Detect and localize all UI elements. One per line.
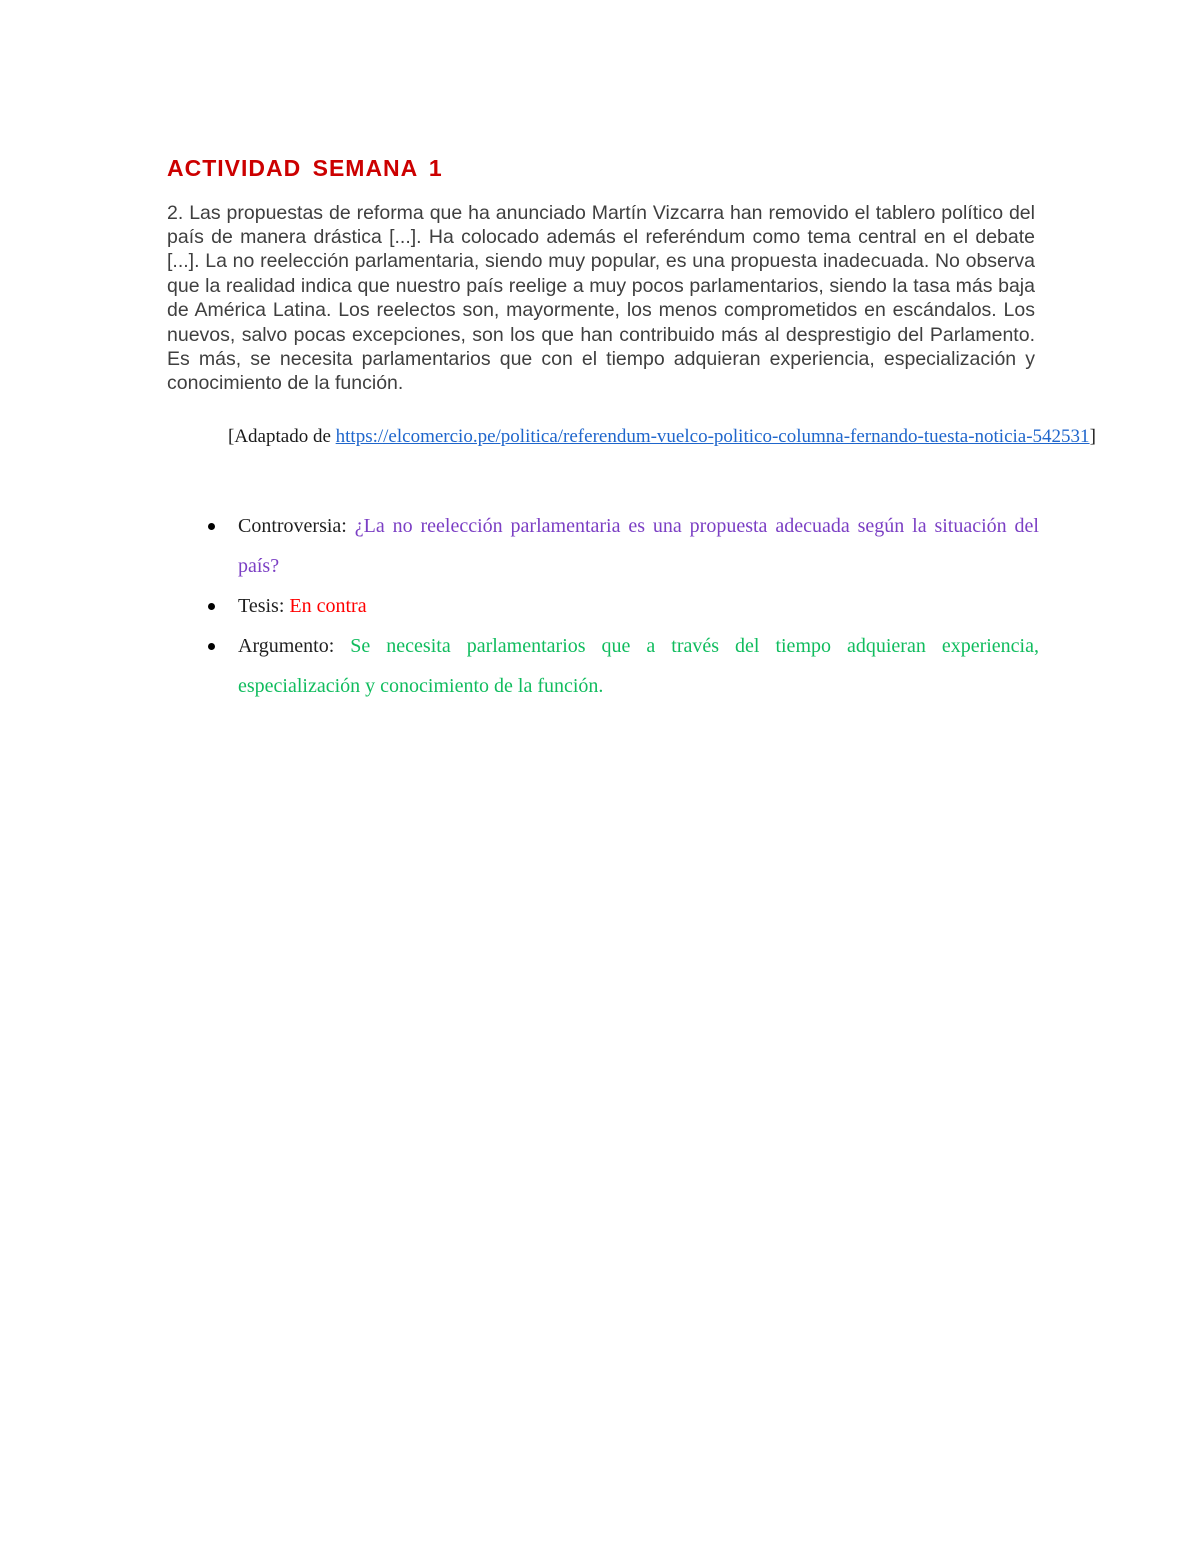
citation-suffix: ] [1089, 426, 1096, 447]
body-paragraph: 2. Las propuestas de reforma que ha anunciado Martín Vizcarra han removido el tablero político del país de manera drástica [...]. Ha colocado además el referéndum como tema central en el debate [...]. La no reelección parlamentaria, siendo muy popular, es una propuesta inadecuada. No observa que la realidad indica que nuestro país reelige a muy pocos parlamentarios, siendo la tasa más baja de América Latina. Los reelectos son, mayormente, los menos comprometidos en escándalos. Los nuevos, salvo pocas excepciones, son los que han contribuido más al desprestigio del Parlamento. Es más, se necesita parlamentarios que con el tiempo adquieran experiencia, especialización y conocimiento de la función. [167, 201, 1035, 395]
bullet-icon [208, 523, 215, 530]
citation-line [228, 426, 1096, 448]
bullet-icon [208, 603, 215, 610]
bullet-value-tesis: En contra [289, 595, 367, 617]
bullet-icon [208, 643, 215, 650]
bullet-label-controversia: Controversia: [238, 515, 355, 537]
page-title: ACTIVIDAD SEMANA 1 [167, 155, 443, 182]
bullet-label-tesis: Tesis: [238, 595, 290, 617]
citation-prefix: [Adaptado de [228, 426, 336, 447]
bullet-value-argumento: Se necesita parlamentarios que a través del tiempo adquieran experiencia, especialización y conocimiento de la función. [238, 635, 1039, 697]
bullet-value-controversia: ¿La no reelección parlamentaria es una propuesta adecuada según la situación del país? [238, 515, 1039, 577]
citation-link[interactable]: https://elcomercio.pe/politica/referendum-vuelco-politico-columna-fernando-tuesta-noticia-542531 [335, 426, 1090, 447]
bullet-item-controversia [205, 506, 1039, 586]
analysis-bullet-list [205, 506, 1039, 706]
bullet-item-tesis [205, 586, 1039, 626]
bullet-item-argumento [205, 626, 1039, 706]
bullet-label-argumento: Argumento: [238, 635, 351, 657]
